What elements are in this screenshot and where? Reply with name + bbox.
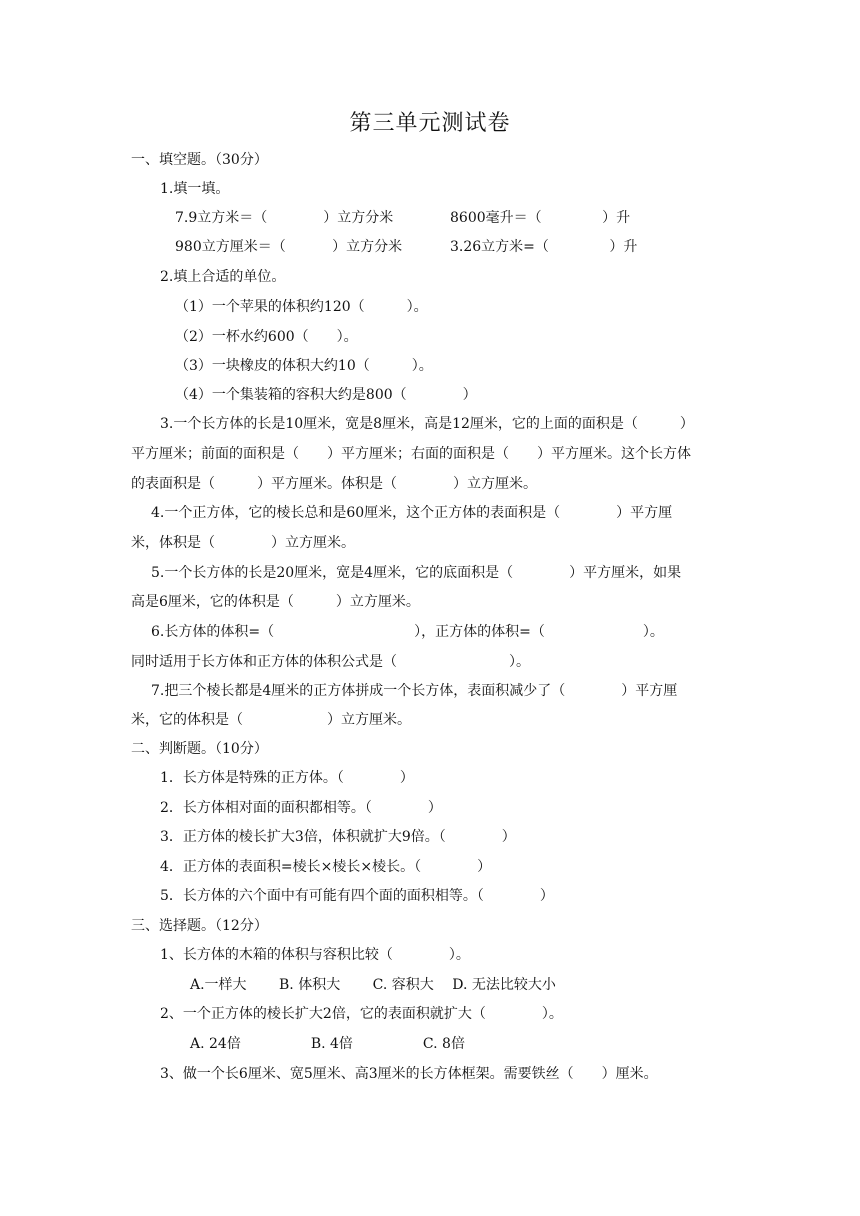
question-2-item-1: （1）一个苹果的体积约120（ ）。 (175, 299, 428, 315)
question-4-line-2: 米，体积是（ ）立方厘米。 (131, 535, 355, 551)
question-1-item-d: 3.26立方米=（ ）升 (450, 239, 638, 255)
question-3-line-2: 平方厘米；前面的面积是（ ）平方厘米；右面的面积是（ ）平方厘米。这个长方体 (131, 446, 691, 462)
choice-question-1: 1、长方体的木箱的体积与容积比较（ ）。 (160, 947, 470, 963)
question-4-line-1: 4.一个正方体，它的棱长总和是60厘米，这个正方体的表面积是（ ）平方厘 (151, 505, 673, 521)
section-heading-fill-blanks: 一、填空题。（30分） (131, 152, 268, 168)
question-2-item-2: （2）一杯水约600（ ）。 (175, 329, 358, 345)
question-1: 1.填一填。 (160, 181, 230, 197)
question-3-line-1: 3.一个长方体的长是10厘米，宽是8厘米，高是12厘米，它的上面的面积是（ ） (160, 416, 694, 432)
question-5-line-1: 5.一个长方体的长是20厘米，宽是4厘米，它的底面积是（ ）平方厘米，如果 (151, 565, 682, 581)
judge-item-2: 2．长方体相对面的面积都相等。（ ） (160, 800, 442, 816)
choice-question-3: 3、做一个长6厘米、宽5厘米、高3厘米的长方体框架。需要铁丝（ ）厘米。 (160, 1066, 658, 1082)
question-1-item-c: 980立方厘米＝（ ）立方分米 (175, 239, 403, 255)
question-2-item-4: （4）一个集装箱的容积大约是800（ ） (175, 387, 477, 403)
question-6-line-1: 6.长方体的体积=（ ），正方体的体积=（ ）。 (151, 624, 664, 640)
question-5-line-2: 高是6厘米，它的体积是（ ）立方厘米。 (131, 594, 420, 610)
question-6-line-2: 同时适用于长方体和正方体的体积公式是（ ）。 (131, 654, 530, 670)
section-heading-multiple-choice: 三、选择题。（12分） (131, 918, 268, 934)
question-1-item-a: 7.9立方米＝（ ）立方分米 (175, 210, 394, 226)
judge-item-3: 3．正方体的棱长扩大3倍，体积就扩大9倍。（ ） (160, 829, 516, 845)
judge-item-5: 5．长方体的六个面中有可能有四个面的面积相等。（ ） (160, 888, 554, 904)
choice-question-1-options: A.一样大 B. 体积大 C. 容积大 D. 无法比较大小 (190, 977, 556, 993)
choice-question-2-options: A. 24倍 B. 4倍 C. 8倍 (190, 1036, 465, 1052)
question-1-item-b: 8600毫升＝（ ）升 (450, 210, 631, 226)
question-7-line-2: 米，它的体积是（ ）立方厘米。 (131, 712, 411, 728)
page-title: 第三单元测试卷 (349, 111, 511, 136)
question-3-line-3: 的表面积是（ ）平方厘米。体积是（ ）立方厘米。 (131, 476, 537, 492)
section-heading-true-false: 二、判断题。（10分） (131, 741, 268, 757)
judge-item-1: 1．长方体是特殊的正方体。（ ） (160, 770, 414, 786)
question-7-line-1: 7.把三个棱长都是4厘米的正方体拼成一个长方体，表面积减少了（ ）平方厘 (151, 683, 678, 699)
question-2: 2.填上合适的单位。 (160, 269, 286, 285)
choice-question-2: 2、一个正方体的棱长扩大2倍，它的表面积就扩大（ ）。 (160, 1006, 563, 1022)
judge-item-4: 4．正方体的表面积=棱长×棱长×棱长。（ ） (160, 859, 492, 875)
question-2-item-3: （3）一块橡皮的体积大约10（ ）。 (175, 358, 433, 374)
